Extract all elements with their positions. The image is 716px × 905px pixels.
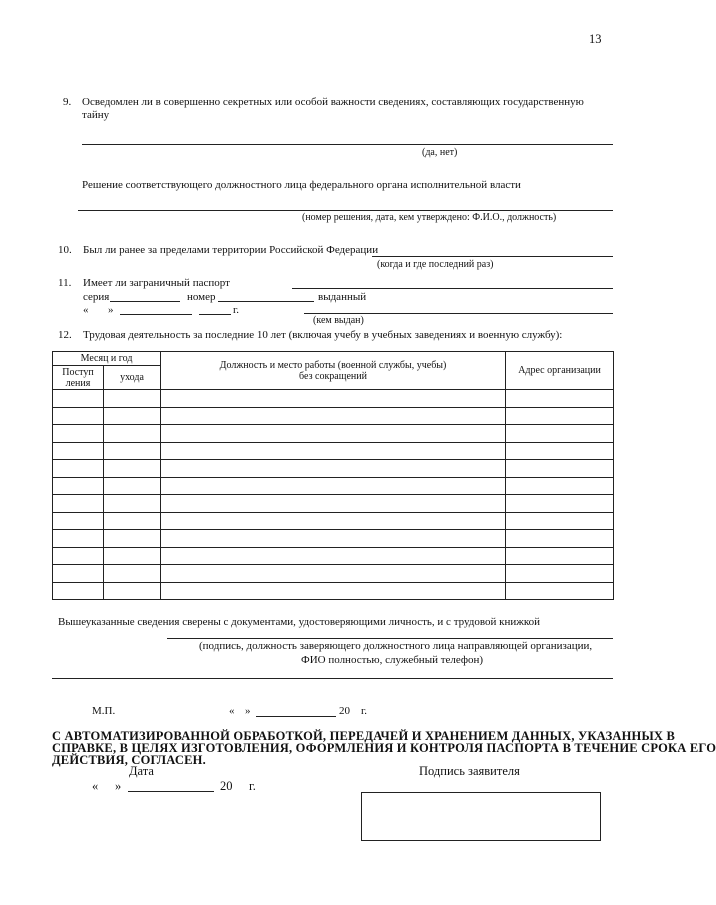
cell-address[interactable] [506, 407, 614, 425]
verification-text: Вышеуказанные сведения сверены с документами, удостоверяющими личность, и с трудовой книжкой [58, 616, 541, 628]
header-address: Адрес организации [506, 352, 614, 390]
cell-start[interactable] [53, 460, 104, 478]
table-row [53, 460, 614, 478]
stamp-year-prefix: 20 [339, 705, 350, 717]
header-position: Должность и место работы (военной службы, учебы) без сокращений [161, 352, 506, 390]
q11-issued-label: выданный [318, 291, 367, 303]
verification-line [52, 678, 613, 679]
q10-answer-field[interactable] [372, 256, 613, 257]
cell-start[interactable] [53, 390, 104, 408]
table-row [53, 582, 614, 600]
cell-start[interactable] [53, 495, 104, 513]
cell-end[interactable] [104, 530, 161, 548]
cell-start[interactable] [53, 442, 104, 460]
cell-end[interactable] [104, 477, 161, 495]
q11-issued-by-field[interactable] [304, 313, 613, 314]
verification-signature-field[interactable] [167, 638, 613, 639]
consent-line2: СПРАВКЕ, В ЦЕЛЯХ ИЗГОТОВЛЕНИЯ, ОФОРМЛЕНИЯ И КОНТРОЛЯ ПАСПОРТА В ТЕЧЕНИЕ СРОКА ЕГО [52, 741, 716, 755]
header-month-year: Месяц и год [53, 352, 161, 366]
cell-address[interactable] [506, 477, 614, 495]
table-row [53, 407, 614, 425]
stamp-year-suffix: г. [361, 705, 368, 717]
cell-start[interactable] [53, 565, 104, 583]
header-end: ухода [104, 366, 161, 390]
q11-number-field[interactable] [218, 301, 314, 302]
cell-position[interactable] [161, 390, 506, 408]
q12-question: Трудовая деятельность за последние 10 лет (включая учебу в учебных заведениях и военную службу): [83, 329, 563, 341]
cell-address[interactable] [506, 442, 614, 460]
cell-position[interactable] [161, 460, 506, 478]
footer-date-open-quote: « [92, 779, 99, 793]
q9-answer-field[interactable] [82, 144, 613, 145]
q11-number-label: номер [187, 291, 216, 303]
cell-start[interactable] [53, 425, 104, 443]
verification-hint-line2: ФИО полностью, служебный телефон) [301, 654, 484, 666]
table-row [53, 495, 614, 513]
cell-end[interactable] [104, 390, 161, 408]
cell-address[interactable] [506, 495, 614, 513]
cell-address[interactable] [506, 547, 614, 565]
cell-position[interactable] [161, 530, 506, 548]
cell-position[interactable] [161, 425, 506, 443]
cell-position[interactable] [161, 442, 506, 460]
q10-question: Был ли ранее за пределами территории Российской Федерации [83, 244, 379, 256]
q11-number: 11. [58, 277, 72, 289]
cell-start[interactable] [53, 530, 104, 548]
header-start: Поступ ления [53, 366, 104, 390]
cell-end[interactable] [104, 442, 161, 460]
footer-date-label: Дата [129, 764, 154, 778]
cell-address[interactable] [506, 512, 614, 530]
q9-number: 9. [63, 96, 72, 108]
consent-line1: С АВТОМАТИЗИРОВАННОЙ ОБРАБОТКОЙ, ПЕРЕДАЧЕЙ И ХРАНЕНИЕМ ДАННЫХ, УКАЗАННЫХ В [52, 729, 676, 743]
cell-start[interactable] [53, 477, 104, 495]
cell-position[interactable] [161, 495, 506, 513]
q11-issued-by-hint: (кем выдан) [313, 315, 364, 326]
table-row [53, 477, 614, 495]
cell-start[interactable] [53, 407, 104, 425]
table-row [53, 390, 614, 408]
footer-signature-label: Подпись заявителя [419, 764, 520, 778]
q11-series-label: серия [83, 291, 110, 303]
work-history-table [52, 351, 614, 600]
q11-answer-field[interactable] [292, 288, 613, 289]
cell-position[interactable] [161, 582, 506, 600]
cell-end[interactable] [104, 565, 161, 583]
cell-address[interactable] [506, 390, 614, 408]
footer-date-close-quote: » [115, 779, 122, 793]
q11-year-field[interactable] [199, 314, 231, 315]
cell-start[interactable] [53, 582, 104, 600]
cell-address[interactable] [506, 425, 614, 443]
q9-question-line2: тайну [82, 109, 110, 121]
footer-date-field[interactable] [128, 791, 214, 792]
q11-date-field[interactable] [120, 314, 192, 315]
cell-end[interactable] [104, 460, 161, 478]
cell-position[interactable] [161, 407, 506, 425]
page-number: 13 [589, 32, 602, 46]
cell-address[interactable] [506, 582, 614, 600]
table-row [53, 547, 614, 565]
q9-question-line1: Осведомлен ли в совершенно секретных или особой важности сведениях, составляющих государственную [82, 96, 584, 108]
cell-address[interactable] [506, 565, 614, 583]
cell-position[interactable] [161, 512, 506, 530]
cell-position[interactable] [161, 565, 506, 583]
cell-address[interactable] [506, 460, 614, 478]
cell-end[interactable] [104, 495, 161, 513]
cell-end[interactable] [104, 425, 161, 443]
table-row [53, 530, 614, 548]
q10-hint: (когда и где последний раз) [377, 259, 494, 270]
cell-end[interactable] [104, 407, 161, 425]
q11-date-close-quote: » [108, 304, 114, 316]
cell-position[interactable] [161, 477, 506, 495]
consent-line3: ДЕЙСТВИЯ, СОГЛАСЕН. [52, 753, 206, 767]
cell-start[interactable] [53, 547, 104, 565]
cell-end[interactable] [104, 582, 161, 600]
stamp-date-field[interactable] [256, 716, 336, 717]
q11-question: Имеет ли заграничный паспорт [83, 277, 230, 289]
q9-decision-label: Решение соответствующего должностного лица федерального органа исполнительной власти [82, 179, 521, 191]
cell-address[interactable] [506, 530, 614, 548]
stamp-mp: М.П. [92, 705, 116, 717]
q9-decision-field[interactable] [78, 210, 613, 211]
q9-decision-hint: (номер решения, дата, кем утверждено: Ф.И.О., должность) [302, 212, 557, 223]
q12-number: 12. [58, 329, 72, 341]
cell-end[interactable] [104, 547, 161, 565]
verification-hint-line1: (подпись, должность заверяющего должностного лица направляющей организации, [199, 640, 593, 652]
cell-start[interactable] [53, 512, 104, 530]
footer-year-prefix: 20 [220, 779, 233, 793]
stamp-date-open-quote: « [229, 705, 235, 717]
cell-position[interactable] [161, 547, 506, 565]
q10-number: 10. [58, 244, 72, 256]
q11-series-field[interactable] [110, 301, 180, 302]
signature-box[interactable] [361, 792, 601, 841]
footer-year-suffix: г. [249, 779, 256, 793]
q9-answer-hint: (да, нет) [422, 147, 458, 158]
q11-date-open-quote: « [83, 304, 89, 316]
table-row [53, 442, 614, 460]
table-row [53, 565, 614, 583]
q11-year-suffix: г. [233, 304, 240, 316]
cell-end[interactable] [104, 512, 161, 530]
table-row [53, 512, 614, 530]
table-row [53, 425, 614, 443]
stamp-date-close-quote: » [245, 705, 251, 717]
